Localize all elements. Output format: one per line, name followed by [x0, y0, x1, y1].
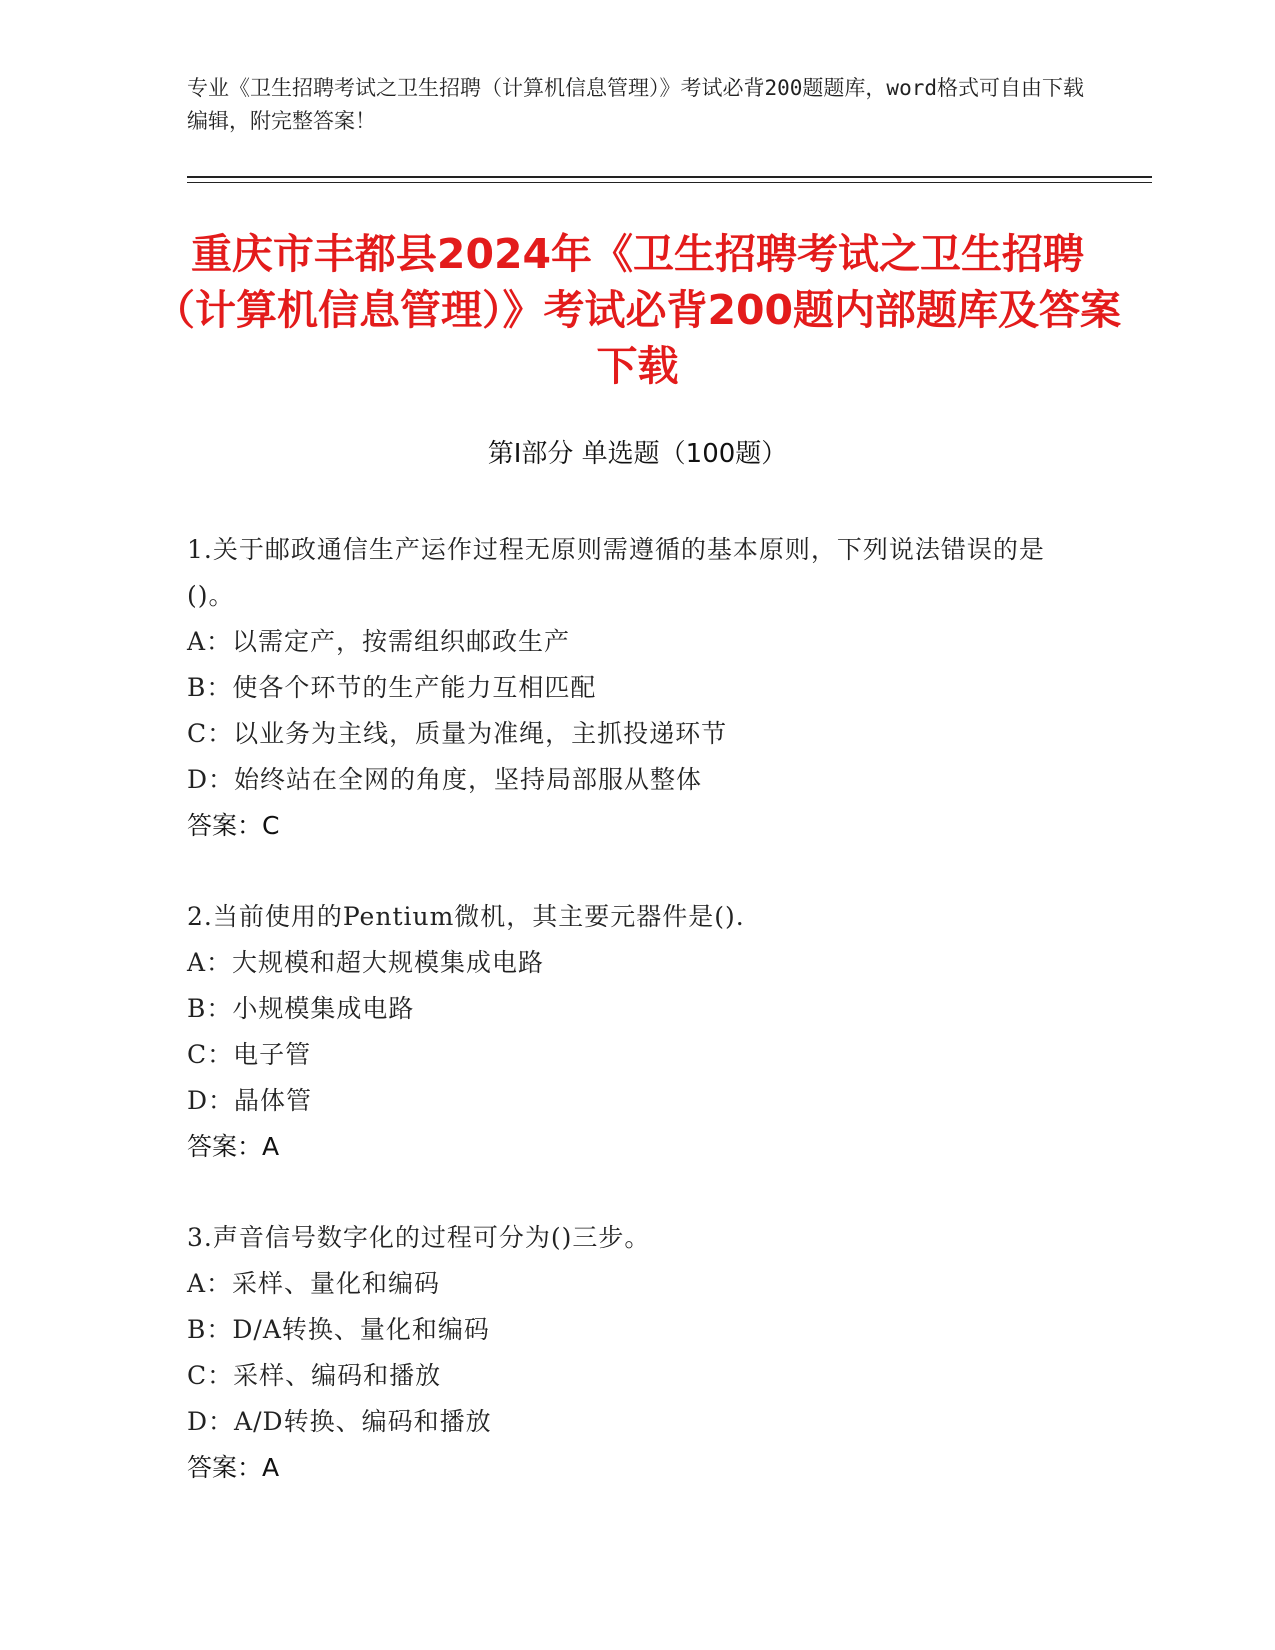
option-c: C：电子管	[187, 1040, 312, 1069]
question-list	[187, 527, 1077, 1536]
answer-line: 答案：C	[187, 811, 280, 840]
option-d: D：A/D转换、编码和播放	[187, 1407, 492, 1436]
answer-line: 答案：A	[187, 1453, 280, 1482]
option-a: A：大规模和超大规模集成电路	[187, 948, 545, 977]
option-d: D：始终站在全网的角度，坚持局部服从整体	[187, 765, 703, 794]
option-b: B：使各个环节的生产能力互相匹配	[187, 673, 597, 702]
option-d: D：晶体管	[187, 1086, 313, 1115]
question-text: 2.当前使用的Pentium微机，其主要元器件是().	[187, 902, 745, 931]
header-divider-thick	[187, 176, 1152, 178]
question-1	[187, 527, 1077, 849]
question-text: 1.关于邮政通信生产运作过程无原则需遵循的基本原则，下列说法错误的是()。	[187, 535, 1045, 610]
document-title: 重庆市丰都县2024年《卫生招聘考试之卫生招聘（计算机信息管理）》考试必背200题内部题库及答案下载	[153, 230, 1122, 390]
option-b: B：小规模集成电路	[187, 994, 415, 1023]
option-a: A：以需定产，按需组织邮政生产	[187, 627, 571, 656]
header-note: 专业《卫生招聘考试之卫生招聘（计算机信息管理）》考试必背200题题库，word格式可自由下载编辑，附完整答案！	[187, 76, 1084, 133]
answer-line: 答案：A	[187, 1132, 280, 1161]
question-text: 3.声音信号数字化的过程可分为()三步。	[187, 1223, 651, 1252]
option-b: B：D/A转换、量化和编码	[187, 1315, 490, 1344]
question-3	[187, 1215, 1077, 1491]
option-a: A：采样、量化和编码	[187, 1269, 441, 1298]
option-c: C：以业务为主线，质量为准绳，主抓投递环节	[187, 719, 728, 748]
header-divider-thin	[187, 182, 1152, 183]
option-c: C：采样、编码和播放	[187, 1361, 442, 1390]
section-heading: 第Ⅰ部分 单选题（100题）	[487, 439, 788, 469]
question-2	[187, 894, 1077, 1170]
